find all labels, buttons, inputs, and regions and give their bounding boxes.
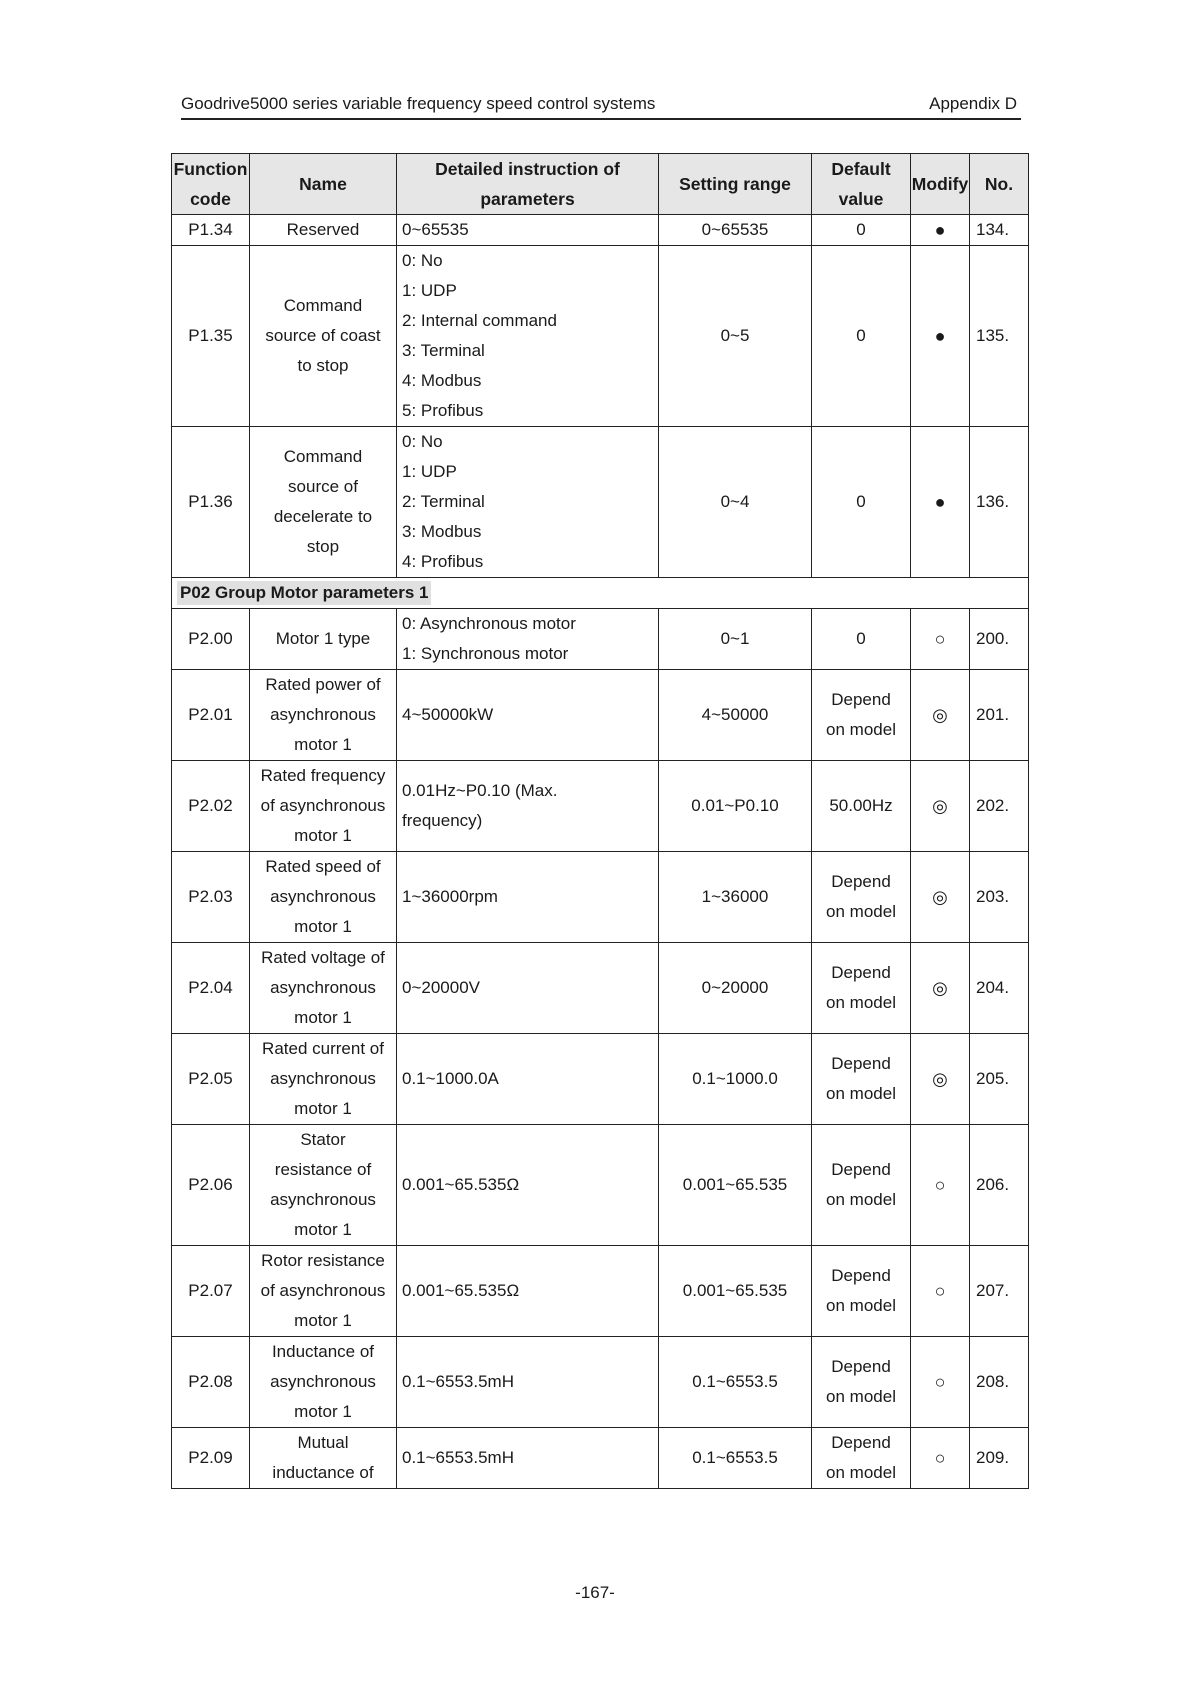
default-value-cell: Depend on model [812,1034,911,1125]
function-code-cell: P2.01 [172,670,250,761]
name-cell: Inductance of asynchronous motor 1 [250,1337,397,1428]
default-value-cell: Depend on model [812,1428,911,1489]
modify-symbol-cell: ◎ [911,852,970,943]
modify-symbol-cell: ○ [911,1125,970,1246]
modify-symbol-cell: ◎ [911,943,970,1034]
page-number: -167- [575,1583,615,1602]
description-cell: 0.1~6553.5mH [397,1337,659,1428]
table-row [172,670,1029,761]
name-cell: Stator resistance of asynchronous motor 1 [250,1125,397,1246]
function-code-cell: P2.04 [172,943,250,1034]
description-cell: 0~20000V [397,943,659,1034]
modify-symbol-cell: ○ [911,609,970,670]
number-cell: 206. [970,1125,1029,1246]
name-cell: Rated frequency of asynchronous motor 1 [250,761,397,852]
modify-symbol-cell: ● [911,246,970,427]
group-title: P02 Group Motor parameters 1 [177,581,431,605]
default-value-cell: Depend on model [812,852,911,943]
table-row [172,1337,1029,1428]
name-cell: Mutual inductance of [250,1428,397,1489]
setting-range-cell: 4~50000 [659,670,812,761]
name-cell: Rated power of asynchronous motor 1 [250,670,397,761]
default-value-cell: Depend on model [812,1125,911,1246]
table-row [172,215,1029,246]
function-code-cell: P1.36 [172,427,250,578]
number-cell: 209. [970,1428,1029,1489]
function-code-cell: P1.35 [172,246,250,427]
number-cell: 205. [970,1034,1029,1125]
parameter-table [171,153,1029,1489]
modify-symbol-cell: ○ [911,1428,970,1489]
table-row [172,1034,1029,1125]
column-header: No. [970,154,1029,215]
number-cell: 134. [970,215,1029,246]
table-row [172,943,1029,1034]
number-cell: 208. [970,1337,1029,1428]
table-row [172,246,1029,427]
setting-range-cell: 0~65535 [659,215,812,246]
description-cell: 0: Asynchronous motor 1: Synchronous motor [397,609,659,670]
setting-range-cell: 0~5 [659,246,812,427]
description-cell: 0.1~1000.0A [397,1034,659,1125]
number-cell: 135. [970,246,1029,427]
function-code-cell: P2.02 [172,761,250,852]
table-row [172,852,1029,943]
modify-symbol-cell: ◎ [911,670,970,761]
modify-symbol-cell: ○ [911,1337,970,1428]
setting-range-cell: 0.1~6553.5 [659,1428,812,1489]
name-cell: Reserved [250,215,397,246]
setting-range-cell: 0.1~6553.5 [659,1337,812,1428]
setting-range-cell: 0~4 [659,427,812,578]
function-code-cell: P1.34 [172,215,250,246]
section-label: Appendix D [929,94,1017,113]
table-row [172,1246,1029,1337]
name-cell: Command source of coast to stop [250,246,397,427]
column-header: Name [250,154,397,215]
default-value-cell: 0 [812,427,911,578]
setting-range-cell: 1~36000 [659,852,812,943]
table-row [172,427,1029,578]
page-header [181,92,1021,120]
modify-symbol-cell: ○ [911,1246,970,1337]
function-code-cell: P2.09 [172,1428,250,1489]
description-cell: 0: No 1: UDP 2: Internal command 3: Terminal 4: Modbus 5: Profibus [397,246,659,427]
column-header: Function code [172,154,250,215]
name-cell: Command source of decelerate to stop [250,427,397,578]
setting-range-cell: 0.01~P0.10 [659,761,812,852]
default-value-cell: 0 [812,215,911,246]
number-cell: 136. [970,427,1029,578]
table-row [172,1125,1029,1246]
column-header: Setting range [659,154,812,215]
name-cell: Rotor resistance of asynchronous motor 1 [250,1246,397,1337]
number-cell: 200. [970,609,1029,670]
column-header: Modify [911,154,970,215]
table-row [172,761,1029,852]
function-code-cell: P2.08 [172,1337,250,1428]
description-cell: 0: No 1: UDP 2: Terminal 3: Modbus 4: Profibus [397,427,659,578]
default-value-cell: 0 [812,609,911,670]
description-cell: 0.001~65.535Ω [397,1125,659,1246]
number-cell: 204. [970,943,1029,1034]
table-header-row [172,154,1029,215]
modify-symbol-cell: ◎ [911,1034,970,1125]
number-cell: 202. [970,761,1029,852]
column-header: Detailed instruction of parameters [397,154,659,215]
default-value-cell: Depend on model [812,1246,911,1337]
default-value-cell: 50.00Hz [812,761,911,852]
description-cell: 0.001~65.535Ω [397,1246,659,1337]
name-cell: Rated voltage of asynchronous motor 1 [250,943,397,1034]
table-row [172,1428,1029,1489]
modify-symbol-cell: ● [911,427,970,578]
description-cell: 1~36000rpm [397,852,659,943]
function-code-cell: P2.07 [172,1246,250,1337]
name-cell: Rated current of asynchronous motor 1 [250,1034,397,1125]
function-code-cell: P2.00 [172,609,250,670]
column-header: Default value [812,154,911,215]
modify-symbol-cell: ● [911,215,970,246]
default-value-cell: Depend on model [812,943,911,1034]
default-value-cell: 0 [812,246,911,427]
description-cell: 0~65535 [397,215,659,246]
group-row [172,578,1029,609]
function-code-cell: P2.06 [172,1125,250,1246]
document-title: Goodrive5000 series variable frequency speed control systems [181,94,656,113]
number-cell: 207. [970,1246,1029,1337]
default-value-cell: Depend on model [812,670,911,761]
setting-range-cell: 0.1~1000.0 [659,1034,812,1125]
number-cell: 203. [970,852,1029,943]
description-cell: 0.1~6553.5mH [397,1428,659,1489]
function-code-cell: P2.03 [172,852,250,943]
setting-range-cell: 0~20000 [659,943,812,1034]
number-cell: 201. [970,670,1029,761]
setting-range-cell: 0.001~65.535 [659,1125,812,1246]
function-code-cell: P2.05 [172,1034,250,1125]
name-cell: Motor 1 type [250,609,397,670]
table-row [172,609,1029,670]
description-cell: 4~50000kW [397,670,659,761]
default-value-cell: Depend on model [812,1337,911,1428]
setting-range-cell: 0~1 [659,609,812,670]
setting-range-cell: 0.001~65.535 [659,1246,812,1337]
description-cell: 0.01Hz~P0.10 (Max. frequency) [397,761,659,852]
name-cell: Rated speed of asynchronous motor 1 [250,852,397,943]
modify-symbol-cell: ◎ [911,761,970,852]
